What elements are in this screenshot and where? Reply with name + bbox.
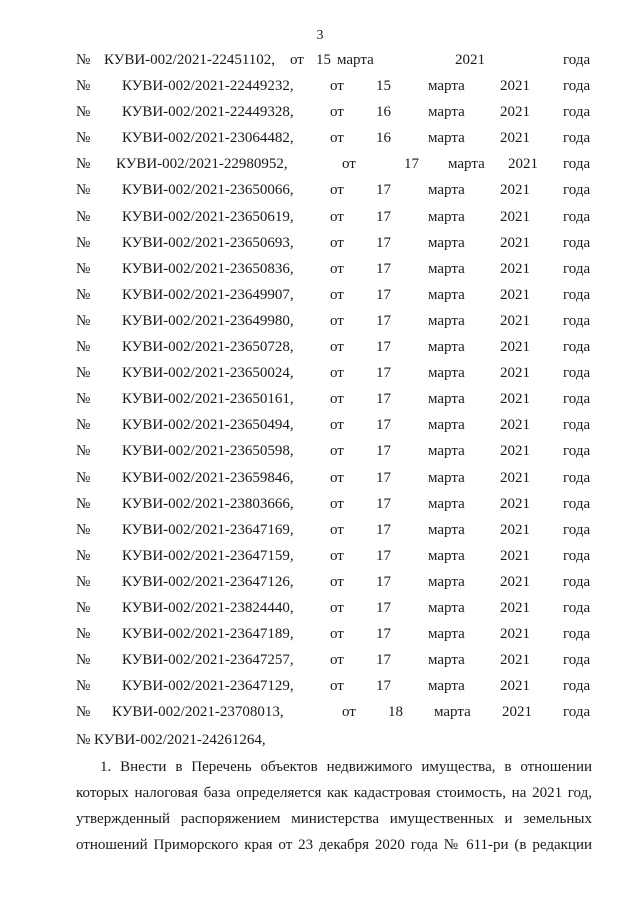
date-month: марта [428,235,465,251]
number-sign: № [76,470,91,486]
word-ot: от [330,313,344,329]
paragraph-line: отношений Приморского края от 23 декабря 2020 года № 611-ри (в редакции [76,837,592,853]
date-day: 17 [376,339,391,355]
word-goda: года [563,104,591,120]
registry-row [0,259,640,279]
number-sign: № [76,652,91,668]
date-year: 2021 [500,287,530,303]
date-month: марта [434,704,471,720]
word-ot: от [342,704,356,720]
page-number: 3 [316,28,324,43]
registry-row [0,389,640,409]
date-year: 2021 [500,209,530,225]
registry-row [0,650,640,670]
word-ot: от [330,130,344,146]
registry-row [0,520,640,540]
date-day: 17 [376,235,391,251]
number-sign: № [76,104,91,120]
number-sign: № [76,339,91,355]
number-sign: № [76,574,91,590]
word-goda: года [563,548,591,564]
date-month: марта [428,417,465,433]
number-sign: № [76,209,91,225]
registry-row [0,468,640,488]
registry-number: КУВИ-002/2021-23650024, [122,365,294,381]
date-day: 17 [376,365,391,381]
word-ot: от [330,287,344,303]
date-day: 17 [376,470,391,486]
date-year: 2021 [500,104,530,120]
date-year: 2021 [500,417,530,433]
word-goda: года [563,574,591,590]
date-month: марта [428,104,465,120]
word-goda: года [563,704,591,720]
registry-row [0,337,640,357]
number-sign: № [76,443,91,459]
registry-number: КУВИ-002/2021-23650494, [122,417,294,433]
word-goda: года [563,365,591,381]
registry-number: КУВИ-002/2021-23647159, [122,548,294,564]
date-month: марта [428,287,465,303]
number-sign: № [76,313,91,329]
registry-row [0,180,640,200]
date-month: марта [428,652,465,668]
registry-number: КУВИ-002/2021-23650693, [122,235,294,251]
registry-number: КУВИ-002/2021-23649907, [122,287,294,303]
date-year: 2021 [500,652,530,668]
word-ot: от [290,52,304,68]
number-sign: № [76,78,91,94]
registry-row [0,76,640,96]
date-day: 17 [404,156,419,172]
paragraph-line: 1. Внести в Перечень объектов недвижимого имущества, в отношении [100,759,592,775]
word-ot: от [330,678,344,694]
registry-row [0,363,640,383]
date-day: 17 [376,600,391,616]
registry-number: КУВИ-002/2021-23650066, [122,182,294,198]
date-month: марта [448,156,485,172]
word-goda: года [563,182,591,198]
registry-row [0,598,640,618]
number-sign: № [76,496,91,512]
word-goda: года [563,130,591,146]
word-ot: от [330,182,344,198]
word-goda: года [563,261,591,277]
date-month: марта [428,261,465,277]
word-ot: от [330,339,344,355]
registry-number: КУВИ-002/2021-23803666, [122,496,294,512]
date-month: марта [428,522,465,538]
date-year: 2021 [500,470,530,486]
registry-row [0,207,640,227]
number-sign: № [76,235,91,251]
word-goda: года [563,522,591,538]
word-ot: от [330,417,344,433]
date-year: 2021 [500,130,530,146]
date-month: марта [428,678,465,694]
number-sign: № [76,261,91,277]
word-ot: от [342,156,356,172]
word-goda: года [563,443,591,459]
number-sign: № [76,365,91,381]
number-sign: № [76,182,91,198]
date-month: марта [428,182,465,198]
word-ot: от [330,600,344,616]
registry-number: № КУВИ-002/2021-24261264, [76,732,266,748]
date-year: 2021 [500,600,530,616]
date-month: марта [428,130,465,146]
number-sign: № [76,417,91,433]
registry-number: КУВИ-002/2021-23659846, [122,470,294,486]
word-ot: от [330,443,344,459]
registry-row [0,572,640,592]
date-month: марта [428,574,465,590]
date-day: 17 [376,678,391,694]
word-goda: года [563,626,591,642]
date-year: 2021 [500,496,530,512]
registry-number: КУВИ-002/2021-23650728, [122,339,294,355]
date-day: 15 [376,78,391,94]
date-month: марта [428,470,465,486]
date-year: 2021 [500,365,530,381]
word-ot: от [330,235,344,251]
word-goda: года [563,339,591,355]
word-ot: от [330,261,344,277]
date-month: марта [428,443,465,459]
word-ot: от [330,470,344,486]
number-sign: № [76,156,91,172]
registry-number: КУВИ-002/2021-23647169, [122,522,294,538]
registry-number: КУВИ-002/2021-22451102, [104,52,276,68]
word-ot: от [330,496,344,512]
number-sign: № [76,626,91,642]
number-sign: № [76,704,91,720]
date-year: 2021 [508,156,538,172]
word-goda: года [563,496,591,512]
registry-row [0,441,640,461]
word-ot: от [330,104,344,120]
word-goda: года [563,652,591,668]
date-day: 16 [376,104,391,120]
date-month: марта [337,52,374,68]
date-day: 17 [376,391,391,407]
date-day: 18 [388,704,403,720]
word-goda: года [563,235,591,251]
date-year: 2021 [500,443,530,459]
registry-number: КУВИ-002/2021-23647257, [122,652,294,668]
number-sign: № [76,600,91,616]
registry-number: КУВИ-002/2021-22980952, [116,156,288,172]
word-goda: года [563,209,591,225]
registry-number: КУВИ-002/2021-23647129, [122,678,294,694]
date-day: 17 [376,287,391,303]
word-goda: года [563,391,591,407]
word-goda: года [563,52,591,68]
word-goda: года [563,287,591,303]
registry-row [0,624,640,644]
date-month: марта [428,626,465,642]
registry-row [0,494,640,514]
word-ot: от [330,626,344,642]
registry-row [0,128,640,148]
word-goda: года [563,678,591,694]
registry-number: КУВИ-002/2021-23649980, [122,313,294,329]
word-goda: года [563,156,591,172]
number-sign: № [76,678,91,694]
date-year: 2021 [500,522,530,538]
date-month: марта [428,78,465,94]
paragraph-line: которых налоговая база определяется как кадастровая стоимость, на 2021 год, [76,785,592,801]
date-year: 2021 [500,391,530,407]
number-sign: № [76,287,91,303]
registry-number: КУВИ-002/2021-23650619, [122,209,294,225]
date-year: 2021 [500,182,530,198]
date-day: 17 [376,652,391,668]
date-month: марта [428,209,465,225]
date-day: 17 [376,209,391,225]
registry-number: КУВИ-002/2021-23647189, [122,626,294,642]
date-year: 2021 [500,313,530,329]
registry-number: КУВИ-002/2021-23064482, [122,130,294,146]
registry-number: КУВИ-002/2021-23650161, [122,391,294,407]
paragraph-line: утвержденный распоряжением министерства имущественных и земельных [76,811,592,827]
date-year: 2021 [500,339,530,355]
registry-row [0,233,640,253]
date-day: 17 [376,548,391,564]
date-day: 15 [316,52,331,68]
word-ot: от [330,548,344,564]
number-sign: № [76,52,91,68]
number-sign: № [76,391,91,407]
word-goda: года [563,313,591,329]
registry-row [0,676,640,696]
date-month: марта [428,496,465,512]
word-goda: года [563,78,591,94]
registry-row [0,102,640,122]
date-month: марта [428,548,465,564]
registry-number: КУВИ-002/2021-22449232, [122,78,294,94]
word-ot: от [330,78,344,94]
number-sign: № [76,548,91,564]
date-day: 17 [376,522,391,538]
number-sign: № [76,130,91,146]
registry-number: КУВИ-002/2021-23650598, [122,443,294,459]
date-year: 2021 [500,548,530,564]
word-ot: от [330,365,344,381]
date-year: 2021 [500,574,530,590]
word-ot: от [330,652,344,668]
date-year: 2021 [500,235,530,251]
date-year: 2021 [500,78,530,94]
date-day: 16 [376,130,391,146]
date-year: 2021 [502,704,532,720]
date-day: 17 [376,313,391,329]
registry-row [0,702,640,722]
date-day: 17 [376,443,391,459]
date-day: 17 [376,261,391,277]
date-month: марта [428,339,465,355]
registry-number: КУВИ-002/2021-23708013, [112,704,284,720]
registry-number: КУВИ-002/2021-22449328, [122,104,294,120]
word-goda: года [563,417,591,433]
date-year: 2021 [500,678,530,694]
number-sign: № [76,522,91,538]
word-ot: от [330,574,344,590]
date-month: марта [428,313,465,329]
registry-row [0,154,640,174]
registry-number: КУВИ-002/2021-23650836, [122,261,294,277]
registry-row [0,311,640,331]
word-goda: года [563,470,591,486]
word-ot: от [330,209,344,225]
date-day: 17 [376,496,391,512]
last-registry-entry [0,730,640,750]
date-year: 2021 [455,52,485,68]
date-year: 2021 [500,261,530,277]
word-ot: от [330,522,344,538]
registry-row [0,285,640,305]
date-month: марта [428,391,465,407]
registry-row [0,546,640,566]
word-ot: от [330,391,344,407]
date-year: 2021 [500,626,530,642]
registry-row [0,415,640,435]
registry-number: КУВИ-002/2021-23824440, [122,600,294,616]
date-day: 17 [376,182,391,198]
date-month: марта [428,600,465,616]
date-day: 17 [376,626,391,642]
date-month: марта [428,365,465,381]
date-day: 17 [376,417,391,433]
registry-number: КУВИ-002/2021-23647126, [122,574,294,590]
word-goda: года [563,600,591,616]
date-day: 17 [376,574,391,590]
first-registry-row [0,50,640,70]
